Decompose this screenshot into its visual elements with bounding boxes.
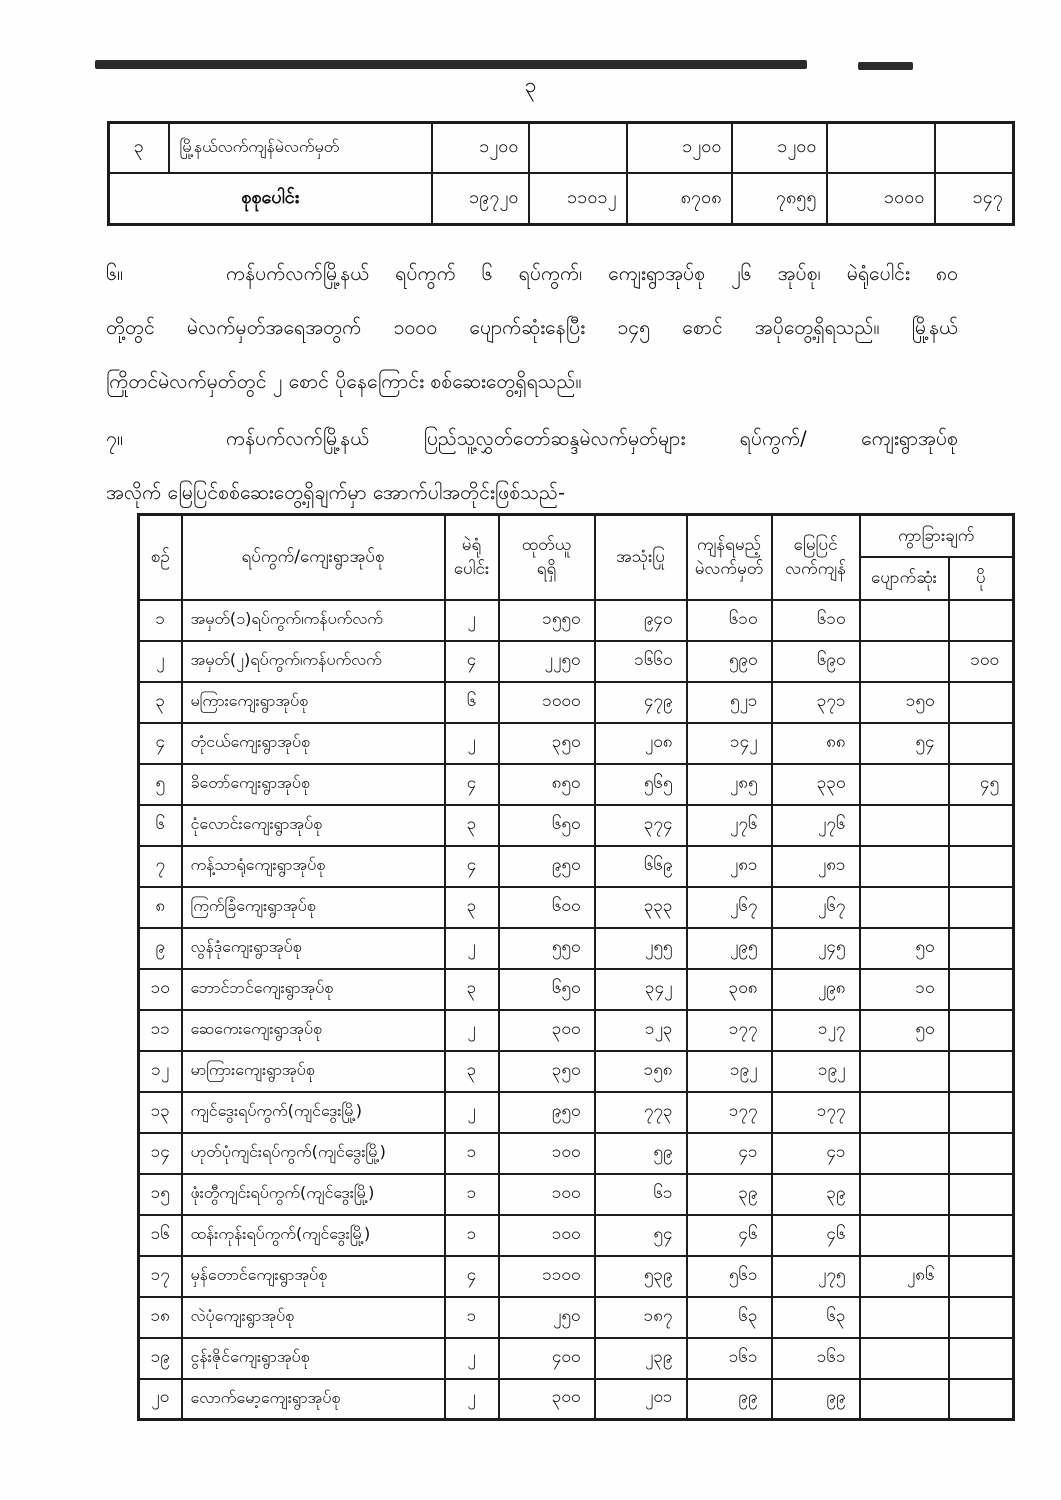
cell-lost <box>860 600 949 641</box>
cell-expected: ၂၈၅ <box>687 764 772 805</box>
cell-lost: ၅၀ <box>860 928 949 969</box>
cell-used: ၆၆၉ <box>595 846 687 887</box>
cell-expected: ၂၆၇ <box>687 887 772 928</box>
cell-name: မာကြားကျေးရွာအုပ်စု <box>182 1051 445 1092</box>
cell-actual: ၆၁၀ <box>772 600 860 641</box>
header-actual <box>772 515 860 600</box>
header-line: ရရှိ <box>536 559 557 580</box>
paragraph-line: ကြိုတင်မဲလက်မှတ်တွင် ၂ စောင် ပိုနေကြောင်း စစ်ဆေးတွေ့ရှိရသည်။ <box>106 370 582 393</box>
summary-cell: ၁၂၀၀ <box>627 123 732 173</box>
cell-no: ၉ <box>139 928 182 969</box>
header-line: မဲရုံ <box>461 535 482 556</box>
summary-cell <box>827 123 935 173</box>
cell-issued: ၈၅၀ <box>499 764 595 805</box>
cell-name: ကျင်ဒွေးရပ်ကွက်(ကျင်ဒွေးမြို့) <box>182 1092 445 1133</box>
cell-used: ၅၃၉ <box>595 1256 687 1297</box>
cell-name: တုံငယ်ကျေးရွာအုပ်စု <box>182 723 445 764</box>
cell-expected: ၃၀၈ <box>687 969 772 1010</box>
cell-lost <box>860 1051 949 1092</box>
cell-expected: ၄၆ <box>687 1215 772 1256</box>
cell-actual: ၁၆၁ <box>772 1338 860 1379</box>
scan-artifact <box>858 62 913 70</box>
table-row <box>139 1379 1014 1420</box>
cell-used: ၁၈၇ <box>595 1297 687 1338</box>
cell-actual: ၃၉ <box>772 1174 860 1215</box>
cell-lost: ၅၄ <box>860 723 949 764</box>
cell-actual: ၂၇၅ <box>772 1256 860 1297</box>
total-cell: ၇၈၅၅ <box>732 173 827 225</box>
cell-no: ၁၀ <box>139 969 182 1010</box>
cell-lost: ၁၀ <box>860 969 949 1010</box>
cell-no: ၁ <box>139 600 182 641</box>
cell-extra: ၄၅ <box>949 764 1014 805</box>
cell-issued: ၁၅၅၀ <box>499 600 595 641</box>
cell-name: လွန်ဒုံကျေးရွာအုပ်စု <box>182 928 445 969</box>
cell-issued: ၁၀၀ <box>499 1174 595 1215</box>
cell-actual: ၂၉၈ <box>772 969 860 1010</box>
cell-lost: ၅၀ <box>860 1010 949 1051</box>
results-table-body <box>139 600 1014 1420</box>
summary-cell: ၁၂၀၀ <box>432 123 529 173</box>
cell-actual: ၃၇၁ <box>772 682 860 723</box>
total-cell: ၁၉၇၂၀ <box>432 173 529 225</box>
results-table-header <box>139 515 1014 600</box>
header-expected <box>687 515 772 600</box>
cell-lost <box>860 805 949 846</box>
cell-booths: ၂ <box>445 1338 499 1379</box>
cell-actual: ၆၉၀ <box>772 641 860 682</box>
cell-expected: ၅၂၁ <box>687 682 772 723</box>
cell-expected: ၅၆၁ <box>687 1256 772 1297</box>
paragraph-line <box>106 247 958 301</box>
cell-extra <box>949 1256 1014 1297</box>
paragraph-6 <box>106 247 958 409</box>
cell-issued: ၆၀၀ <box>499 887 595 928</box>
paragraph-7 <box>106 412 958 520</box>
cell-name: လဲပုံကျေးရွာအုပ်စု <box>182 1297 445 1338</box>
cell-used: ၂၅၅ <box>595 928 687 969</box>
header-line: မဲလက်မှတ် <box>694 559 764 580</box>
header-no: စဉ် <box>139 515 182 600</box>
cell-actual: ၂၈၁ <box>772 846 860 887</box>
cell-name: ဆေကေးကျေးရွာအုပ်စု <box>182 1010 445 1051</box>
paragraph-line: တို့တွင် မဲလက်မှတ်အရေအတွက် ၁၀၀၀ ပျောက်ဆုံးနေပြီး ၁၄၅ စောင် အပိုတွေ့ရှိရသည်။ မြို့နယ် <box>106 316 958 339</box>
cell-no: ၁၅ <box>139 1174 182 1215</box>
cell-name: ငွန်းဇိုင်ကျေးရွာအုပ်စု <box>182 1338 445 1379</box>
cell-booths: ၃ <box>445 805 499 846</box>
cell-lost: ၁၅၀ <box>860 682 949 723</box>
cell-no: ၂၀ <box>139 1379 182 1420</box>
cell-issued: ၃၅၀ <box>499 1051 595 1092</box>
cell-lost <box>860 846 949 887</box>
cell-expected: ၁၉၂ <box>687 1051 772 1092</box>
cell-used: ၃၃၃ <box>595 887 687 928</box>
cell-issued: ၆၅၀ <box>499 969 595 1010</box>
cell-actual: ၁၉၂ <box>772 1051 860 1092</box>
cell-extra <box>949 723 1014 764</box>
table-row <box>139 887 1014 928</box>
summary-cell <box>935 123 1014 173</box>
cell-extra: ၁၀၀ <box>949 641 1014 682</box>
summary-table <box>107 121 1015 226</box>
scan-artifact <box>95 60 807 69</box>
cell-lost <box>860 641 949 682</box>
cell-used: ၆၁ <box>595 1174 687 1215</box>
cell-lost: ၂၈၆ <box>860 1256 949 1297</box>
cell-lost <box>860 1133 949 1174</box>
table-row <box>139 682 1014 723</box>
cell-actual: ၂၄၅ <box>772 928 860 969</box>
table-row <box>139 1338 1014 1379</box>
cell-issued: ၉၅၀ <box>499 1092 595 1133</box>
cell-extra <box>949 1379 1014 1420</box>
summary-row-number: ၃ <box>109 123 169 173</box>
cell-name: အမှတ်(၂)ရပ်ကွက်၊ကန်ပက်လက် <box>182 641 445 682</box>
cell-extra <box>949 969 1014 1010</box>
cell-used: ၁၅၈ <box>595 1051 687 1092</box>
summary-total-row <box>109 173 1014 225</box>
cell-no: ၈ <box>139 887 182 928</box>
cell-no: ၅ <box>139 764 182 805</box>
cell-expected: ၂၉၅ <box>687 928 772 969</box>
table-row <box>139 1133 1014 1174</box>
cell-booths: ၄ <box>445 764 499 805</box>
header-line: ကျန်ရမည့် <box>696 535 762 556</box>
cell-used: ၅၉ <box>595 1133 687 1174</box>
cell-name: မှန်တောင်ကျေးရွာအုပ်စု <box>182 1256 445 1297</box>
header-used: အသုံးပြု <box>595 515 687 600</box>
header-booths <box>445 515 499 600</box>
cell-no: ၁၈ <box>139 1297 182 1338</box>
paragraph-text: ကန်ပက်လက်မြို့နယ် ပြည်သူ့လွှတ်တော်ဆန္ဒမဲလက်မှတ်များ ရပ်ကွက်/ ကျေးရွာအုပ်စု <box>226 427 958 450</box>
cell-lost <box>860 1092 949 1133</box>
cell-no: ၁၉ <box>139 1338 182 1379</box>
cell-name: လောက်မော့ကျေးရွာအုပ်စု <box>182 1379 445 1420</box>
paragraph-line: အလိုက် မြေပြင်စစ်ဆေးတွေ့ရှိချက်မှာ အောက်ပါအတိုင်းဖြစ်သည်- <box>106 481 565 504</box>
paragraph-text: ကန်ပက်လက်မြို့နယ် ရပ်ကွက် ၆ ရပ်ကွက်၊ ကျေးရွာအုပ်စု ၂၆ အုပ်စု၊ မဲရုံပေါင်း ၈၀ <box>226 262 958 285</box>
cell-used: ၁၆၆၀ <box>595 641 687 682</box>
cell-expected: ၃၉ <box>687 1174 772 1215</box>
table-row <box>139 1010 1014 1051</box>
cell-extra <box>949 1010 1014 1051</box>
table-row <box>139 1256 1014 1297</box>
table-row <box>139 1215 1014 1256</box>
cell-issued: ၅၅၀ <box>499 928 595 969</box>
table-row <box>139 1092 1014 1133</box>
cell-actual: ၂၇၆ <box>772 805 860 846</box>
cell-actual: ၁၇၇ <box>772 1092 860 1133</box>
cell-booths: ၃ <box>445 1051 499 1092</box>
cell-extra <box>949 1092 1014 1133</box>
cell-expected: ၉၉ <box>687 1379 772 1420</box>
cell-extra <box>949 1051 1014 1092</box>
cell-no: ၁၆ <box>139 1215 182 1256</box>
cell-used: ၂၀၁ <box>595 1379 687 1420</box>
cell-lost <box>860 1174 949 1215</box>
header-line: လက်ကျန် <box>785 559 846 580</box>
cell-issued: ၄၀၀ <box>499 1338 595 1379</box>
total-cell: ၈၇၀၈ <box>627 173 732 225</box>
summary-row <box>109 123 1014 173</box>
cell-booths: ၂ <box>445 1010 499 1051</box>
cell-actual: ၆၃ <box>772 1297 860 1338</box>
cell-extra <box>949 1215 1014 1256</box>
cell-actual: ၄၁ <box>772 1133 860 1174</box>
cell-expected: ၅၉၀ <box>687 641 772 682</box>
cell-used: ၂၀၈ <box>595 723 687 764</box>
cell-extra <box>949 682 1014 723</box>
cell-issued: ၃၀၀ <box>499 1379 595 1420</box>
header-name: ရပ်ကွက်/ကျေးရွာအုပ်စု <box>182 515 445 600</box>
total-cell: ၁၁၀၁၂ <box>529 173 627 225</box>
cell-booths: ၄ <box>445 641 499 682</box>
cell-booths: ၃ <box>445 887 499 928</box>
cell-issued: ၉၅၀ <box>499 846 595 887</box>
cell-used: ၅၆၅ <box>595 764 687 805</box>
page-number: ၃ <box>524 73 537 97</box>
table-row <box>139 1051 1014 1092</box>
cell-extra <box>949 1174 1014 1215</box>
cell-actual: ၉၉ <box>772 1379 860 1420</box>
cell-lost <box>860 887 949 928</box>
cell-booths: ၆ <box>445 682 499 723</box>
cell-issued: ၆၅၀ <box>499 805 595 846</box>
cell-lost <box>860 1297 949 1338</box>
header-line: ပေါင်း <box>453 559 490 580</box>
cell-no: ၇ <box>139 846 182 887</box>
table-row <box>139 641 1014 682</box>
cell-booths: ၁ <box>445 1297 499 1338</box>
cell-extra <box>949 1133 1014 1174</box>
cell-no: ၁၃ <box>139 1092 182 1133</box>
cell-no: ၃ <box>139 682 182 723</box>
cell-booths: ၁ <box>445 1215 499 1256</box>
cell-issued: ၁၁၀၀ <box>499 1256 595 1297</box>
summary-row-name: မြို့နယ်လက်ကျန်မဲလက်မှတ် <box>169 123 432 173</box>
total-label: စုစုပေါင်း <box>109 173 432 225</box>
table-row <box>139 764 1014 805</box>
header-line: မြေပြင် <box>793 535 838 556</box>
cell-used: ၉၄၀ <box>595 600 687 641</box>
cell-used: ၃၇၄ <box>595 805 687 846</box>
cell-lost <box>860 764 949 805</box>
cell-extra <box>949 1297 1014 1338</box>
cell-issued: ၂၂၅၀ <box>499 641 595 682</box>
cell-expected: ၁၇၇ <box>687 1010 772 1051</box>
cell-booths: ၂ <box>445 723 499 764</box>
cell-extra <box>949 600 1014 641</box>
header-lost: ပျောက်ဆုံး <box>860 557 949 600</box>
cell-actual: ၂၆၇ <box>772 887 860 928</box>
cell-issued: ၁၀၀ <box>499 1215 595 1256</box>
cell-booths: ၁ <box>445 1174 499 1215</box>
header-line: ထုတ်ယူ <box>521 535 572 556</box>
paragraph-line <box>106 412 958 466</box>
table-row <box>139 928 1014 969</box>
cell-name: ဟုတ်ပုံကျင်းရပ်ကွက်(ကျင်ဒွေးမြို့) <box>182 1133 445 1174</box>
cell-name: ကြက်ခြံကျေးရွာအုပ်စု <box>182 887 445 928</box>
header-issued <box>499 515 595 600</box>
cell-expected: ၂၇၆ <box>687 805 772 846</box>
header-difference: ကွာခြားချက် <box>860 515 1014 557</box>
cell-name: ခိတော်ကျေးရွာအုပ်စု <box>182 764 445 805</box>
cell-booths: ၂ <box>445 1092 499 1133</box>
cell-actual: ၈၈ <box>772 723 860 764</box>
cell-issued: ၃၀၀ <box>499 1010 595 1051</box>
cell-used: ၇၇၃ <box>595 1092 687 1133</box>
cell-lost <box>860 1338 949 1379</box>
table-row <box>139 846 1014 887</box>
cell-no: ၁၄ <box>139 1133 182 1174</box>
total-cell: ၁၀၀၀ <box>827 173 935 225</box>
cell-actual: ၃၃၀ <box>772 764 860 805</box>
table-row <box>139 969 1014 1010</box>
cell-extra <box>949 928 1014 969</box>
cell-booths: ၁ <box>445 1133 499 1174</box>
cell-used: ၃၄၂ <box>595 969 687 1010</box>
cell-extra <box>949 1338 1014 1379</box>
cell-expected: ၆၃ <box>687 1297 772 1338</box>
cell-actual: ၁၂၇ <box>772 1010 860 1051</box>
cell-extra <box>949 887 1014 928</box>
paragraph-number: ၆။ <box>106 262 123 285</box>
total-cell: ၁၄၇ <box>935 173 1014 225</box>
cell-issued: ၁၀၀ <box>499 1133 595 1174</box>
cell-booths: ၂ <box>445 600 499 641</box>
table-row <box>139 723 1014 764</box>
cell-lost <box>860 1379 949 1420</box>
cell-expected: ၁၄၂ <box>687 723 772 764</box>
cell-booths: ၂ <box>445 928 499 969</box>
cell-used: ၂၃၉ <box>595 1338 687 1379</box>
results-table <box>137 513 1015 1421</box>
cell-no: ၄ <box>139 723 182 764</box>
cell-expected: ၁၆၁ <box>687 1338 772 1379</box>
cell-expected: ၂၈၁ <box>687 846 772 887</box>
summary-cell <box>529 123 627 173</box>
cell-issued: ၁၀၀၀ <box>499 682 595 723</box>
cell-issued: ၃၅၀ <box>499 723 595 764</box>
cell-name: အမှတ်(၁)ရပ်ကွက်၊ကန်ပက်လက် <box>182 600 445 641</box>
cell-extra <box>949 805 1014 846</box>
cell-booths: ၄ <box>445 846 499 887</box>
paragraph-number: ၇။ <box>106 427 123 450</box>
cell-extra <box>949 846 1014 887</box>
cell-issued: ၂၅၀ <box>499 1297 595 1338</box>
cell-name: ဘောင်ဘင်ကျေးရွာအုပ်စု <box>182 969 445 1010</box>
cell-no: ၁၂ <box>139 1051 182 1092</box>
cell-expected: ၆၁၀ <box>687 600 772 641</box>
cell-used: ၅၄ <box>595 1215 687 1256</box>
cell-used: ၁၂၃ <box>595 1010 687 1051</box>
cell-actual: ၄၆ <box>772 1215 860 1256</box>
cell-no: ၂ <box>139 641 182 682</box>
cell-booths: ၄ <box>445 1256 499 1297</box>
cell-no: ၆ <box>139 805 182 846</box>
summary-cell: ၁၂၀၀ <box>732 123 827 173</box>
cell-expected: ၁၇၇ <box>687 1092 772 1133</box>
table-row <box>139 1297 1014 1338</box>
cell-name: မကြားကျေးရွာအုပ်စု <box>182 682 445 723</box>
cell-lost <box>860 1215 949 1256</box>
cell-expected: ၄၁ <box>687 1133 772 1174</box>
cell-name: ထန်းကုန်းရပ်ကွက်(ကျင်ဒွေးမြို့) <box>182 1215 445 1256</box>
cell-booths: ၃ <box>445 969 499 1010</box>
table-row <box>139 1174 1014 1215</box>
cell-no: ၁၁ <box>139 1010 182 1051</box>
cell-no: ၁၇ <box>139 1256 182 1297</box>
header-extra: ပို <box>949 557 1014 600</box>
cell-name: ဖုံးတွီကျင်းရပ်ကွက်(ကျင်ဒွေးမြို့) <box>182 1174 445 1215</box>
table-row <box>139 805 1014 846</box>
cell-used: ၄၇၉ <box>595 682 687 723</box>
cell-name: ကန့်သာရုံကျေးရွာအုပ်စု <box>182 846 445 887</box>
table-row <box>139 600 1014 641</box>
cell-name: ငုံလောင်းကျေးရွာအုပ်စု <box>182 805 445 846</box>
cell-booths: ၂ <box>445 1379 499 1420</box>
